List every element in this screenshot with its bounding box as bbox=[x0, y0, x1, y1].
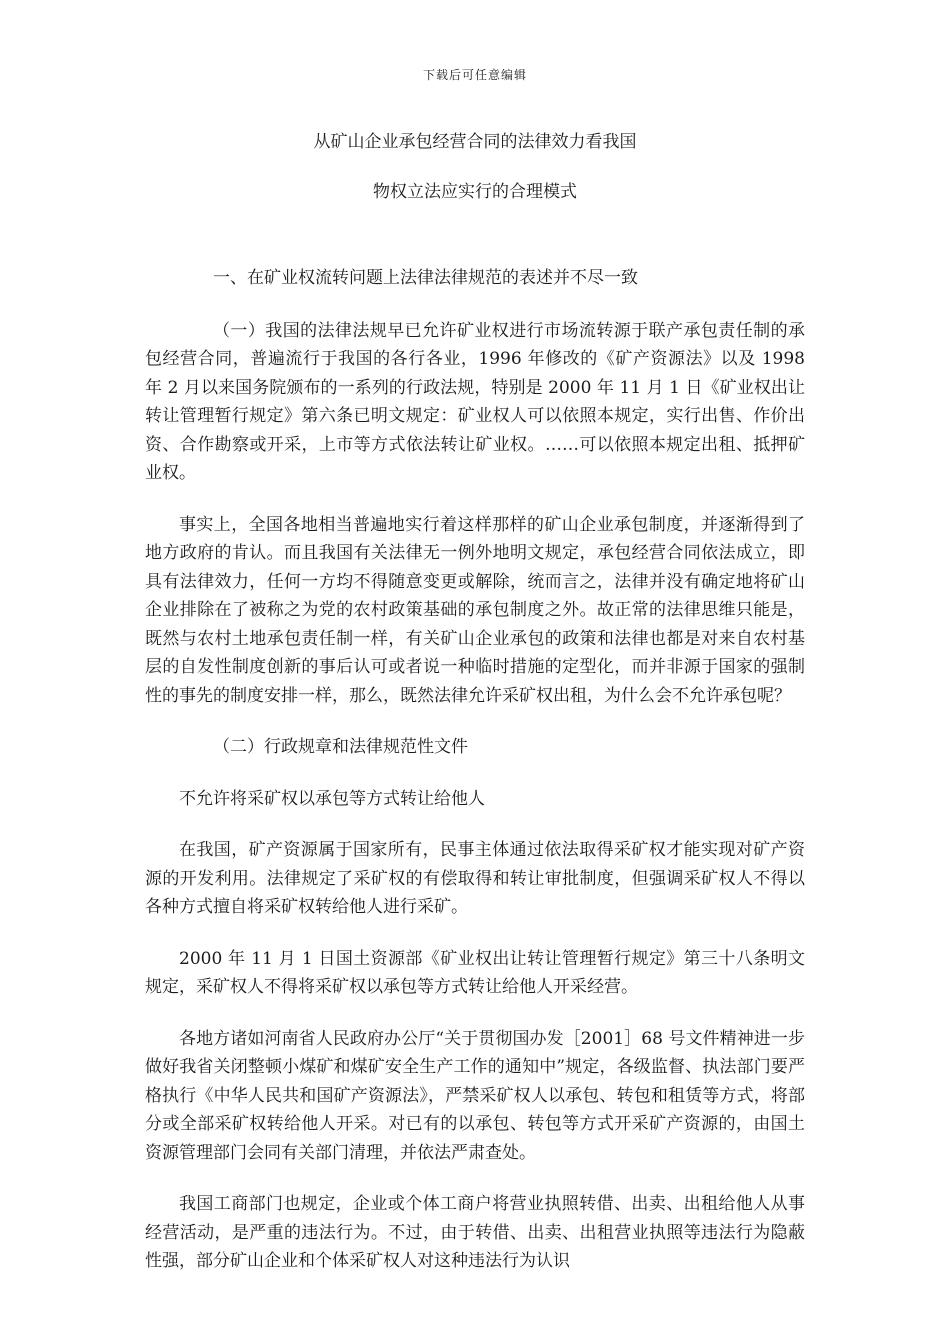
document-title-line-1: 从矿山企业承包经营合同的法律效力看我国 bbox=[313, 132, 637, 152]
paragraph: 事实上，全国各地相当普遍地实行着这样那样的矿山企业承包制度，并逐渐得到了地方政府的肯认。而且我国有关法律无一例外地明文规定，承包经营合同依法成立，即具有法律效力，任何一方均不得随意变更或解除，统而言之，法律并没有确定地将矿山企业排除在了被称之为党的农村政策基础的承包制度之外。故正常的法律思维只能是，既然与农村土地承包责任制一样，有关矿山企业承包的政策和法律也都是对来自农村基层的自发性制度创新的事后认可或者说一种临时措施的定型化，而并非源于国家的强制性的事先的制度安排一样，那么，既然法律允许采矿权出租，为什么会不允许承包呢？ bbox=[145, 514, 805, 706]
paragraph: 不允许将采矿权以承包等方式转让给他人 bbox=[179, 788, 485, 809]
document-body bbox=[145, 264, 805, 1299]
subsection-heading: （二）行政规章和法律规范性文件 bbox=[213, 737, 468, 757]
paragraph: 我国工商部门也规定，企业或个体工商户将营业执照转借、出卖、出租给他人从事经营活动，是严重的违法行为。不过，由于转借、出卖、出租营业执照等违法行为隐蔽性强，部分矿山企业和个体采矿权人对这种违法行为认识 bbox=[145, 1194, 805, 1271]
paragraph: 在我国，矿产资源属于国家所有，民事主体通过依法取得采矿权才能实现对矿产资源的开发利用。法律规定了采矿权的有偿取得和转让审批制度，但强调采矿权人不得以各种方式擅自将采矿权转给他人进行采矿。 bbox=[145, 840, 805, 917]
header-note: 下载后可任意编辑 bbox=[422, 68, 527, 82]
document-title-line-2: 物权立法应实行的合理模式 bbox=[373, 182, 577, 202]
section-heading: 一、在矿业权流转问题上法律法律规范的表述并不尽一致 bbox=[213, 268, 638, 288]
paragraph: （一）我国的法律法规早已允许矿业权进行市场流转源于联产承包责任制的承包经营合同，普遍流行于我国的各行各业，1996 年修改的《矿产资源法》以及 1998 年 2 月以来国务院颁布的一系列的行政法规，特别是 2000 年 11 月 1 日《矿业权出让转让管理暂行规定》第六条已明文规定：矿业权人可以依照本规定，实行出售、作价出资、合作勘察或开采，上市等方式依法转让矿业权。……可以依照本规定出租、抵押矿业权。 bbox=[145, 320, 805, 483]
paragraph: 各地方诸如河南省人民政府办公厅“关于贯彻国办发［2001］68 号文件精神进一步做好我省关闭整顿小煤矿和煤矿安全生产工作的通知中”规定，各级监督、执法部门要严格执行《中华人民共和国矿产资源法》，严禁采矿权人以承包、转包和租赁等方式，将部分或全部采矿权转给他人开采。对已有的以承包、转包等方式开采矿产资源的，由国土资源管理部门会同有关部门清理，并依法严肃查处。 bbox=[145, 1028, 805, 1163]
paragraph: 2000 年 11 月 1 日国土资源部《矿业权出让转让管理暂行规定》第三十八条明文规定，采矿权人不得将采矿权以承包等方式转让给他人开采经营。 bbox=[145, 948, 805, 997]
